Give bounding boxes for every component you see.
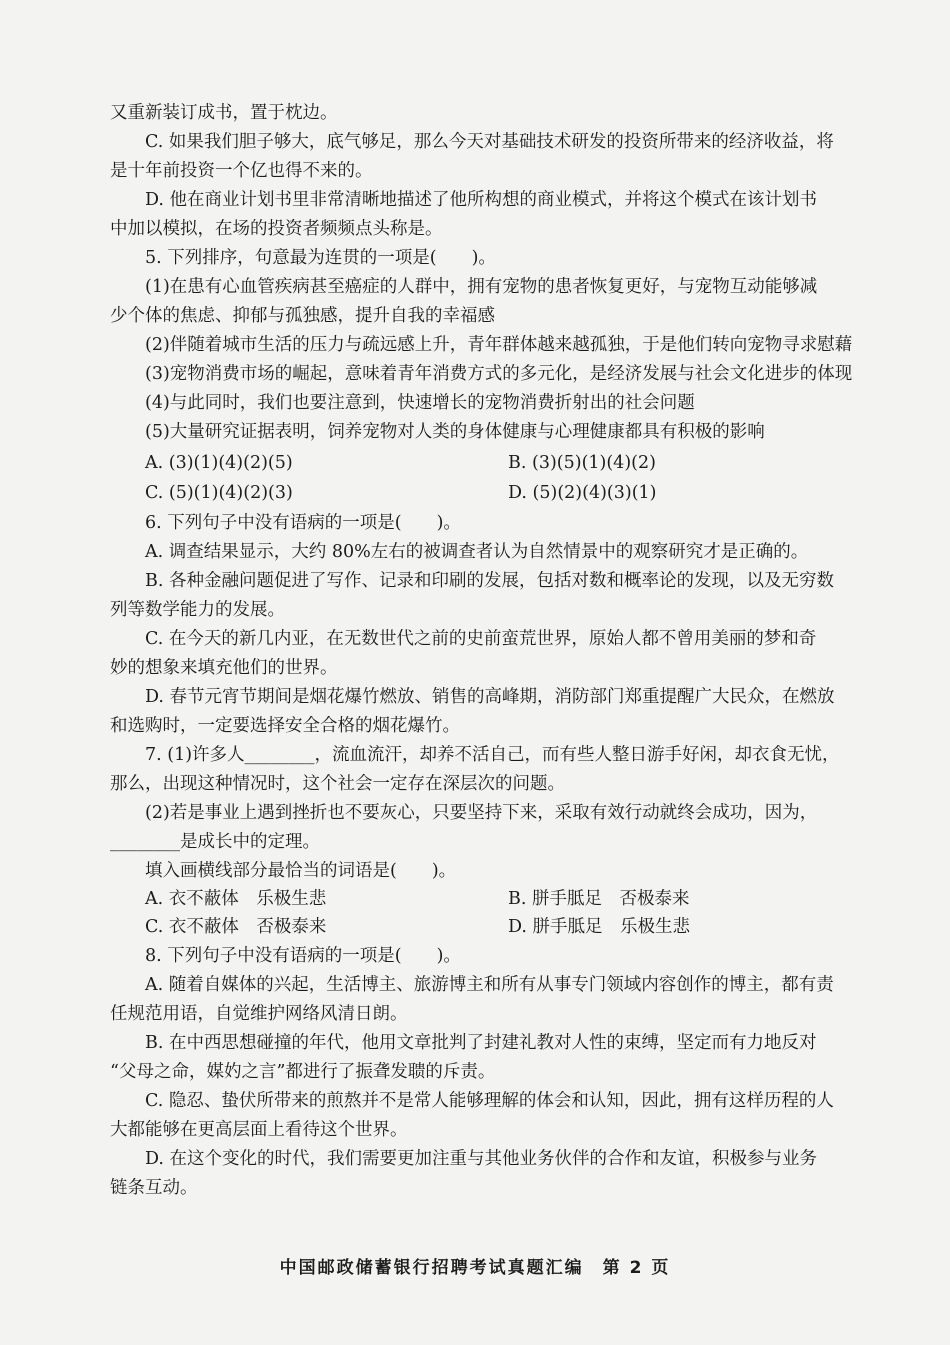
q7-option-a: A. 衣不蔽体 乐极生悲 <box>145 889 327 909</box>
text-line: 和选购时，一定要选择安全合格的烟花爆竹。 <box>110 716 460 736</box>
text-line: 列等数学能力的发展。 <box>110 600 285 620</box>
text-line: 填入画横线部分最恰当的词语是( )。 <box>145 861 457 881</box>
text-line: B. 在中西思想碰撞的年代，他用文章批判了封建礼教对人性的束缚，坚定而有力地反对 <box>145 1033 817 1053</box>
text-line: (2)伴随着城市生活的压力与疏远感上升，青年群体越来越孤独，于是他们转向宠物寻求慰藉 <box>145 335 853 355</box>
text-line: (2)若是事业上遇到挫折也不要灰心，只要坚持下来，采取有效行动就终会成功，因为， <box>145 803 818 823</box>
q5-option-b: B. (3)(5)(1)(4)(2) <box>508 453 656 473</box>
text-line: A. 调查结果显示，大约 80%左右的被调查者认为自然情景中的观察研究才是正确的。 <box>145 542 809 562</box>
text-line: (1)在患有心血管疾病甚至癌症的人群中，拥有宠物的患者恢复更好，与宠物互动能够减 <box>145 277 818 297</box>
text-line: B. 各种金融问题促进了写作、记录和印刷的发展，包括对数和概率论的发现，以及无穷数 <box>145 571 834 591</box>
question-5-stem: 5. 下列排序，句意最为连贯的一项是( )。 <box>145 248 496 268</box>
text-line: “父母之命，媒妁之言”都进行了振聋发聩的斥责。 <box>110 1062 496 1082</box>
question-6-stem: 6. 下列句子中没有语病的一项是( )。 <box>145 513 461 533</box>
text-line: D. 他在商业计划书里非常清晰地描述了他所构想的商业模式，并将这个模式在该计划书 <box>145 190 818 210</box>
q5-option-c: C. (5)(1)(4)(2)(3) <box>145 483 293 503</box>
text-line: 中加以模拟，在场的投资者频频点头称是。 <box>110 219 443 239</box>
q7-option-b: B. 胼手胝足 否极泰来 <box>508 889 690 909</box>
text-line: A. 随着自媒体的兴起，生活博主、旅游博主和所有从事专门领域内容创作的博主，都有责 <box>145 975 834 995</box>
text-line: 任规范用语，自觉维护网络风清日朗。 <box>110 1004 408 1024</box>
text-line: 妙的想象来填充他们的世界。 <box>110 658 338 678</box>
q7-option-d: D. 胼手胝足 乐极生悲 <box>508 917 691 937</box>
q5-option-d: D. (5)(2)(4)(3)(1) <box>508 483 657 503</box>
text-line: 是十年前投资一个亿也得不来的。 <box>110 161 373 181</box>
q7-option-c: C. 衣不蔽体 否极泰来 <box>145 917 327 937</box>
text-line: (5)大量研究证据表明，饲养宠物对人类的身体健康与心理健康都具有积极的影响 <box>145 422 765 442</box>
q5-option-a: A. (3)(1)(4)(2)(5) <box>145 453 293 473</box>
question-8-stem: 8. 下列句子中没有语病的一项是( )。 <box>145 946 461 966</box>
text-line: ________是成长中的定理。 <box>110 832 320 852</box>
text-line: 少个体的焦虑、抑郁与孤独感，提升自我的幸福感 <box>110 306 495 326</box>
text-line: (3)宠物消费市场的崛起，意味着青年消费方式的多元化，是经济发展与社会文化进步的体现 <box>145 364 853 384</box>
text-line: C. 如果我们胆子够大，底气够足，那么今天对基础技术研发的投资所带来的经济收益，将 <box>145 132 834 152</box>
text-line: D. 在这个变化的时代，我们需要更加注重与其他业务伙伴的合作和友谊，积极参与业务 <box>145 1149 818 1169</box>
text-line: D. 春节元宵节期间是烟花爆竹燃放、销售的高峰期，消防部门郑重提醒广大民众，在燃放 <box>145 687 835 707</box>
text-line: 又重新装订成书，置于枕边。 <box>110 103 338 123</box>
page-footer: 中国邮政储蓄银行招聘考试真题汇编 第 2 页 <box>279 1258 671 1278</box>
text-line: 那么，出现这种情况时，这个社会一定存在深层次的问题。 <box>110 774 565 794</box>
question-7-stem: 7. (1)许多人________，流血流汗，却养不活自己，而有些人整日游手好闲，却衣食无忧， <box>145 745 840 765</box>
text-line: 链条互动。 <box>110 1178 198 1198</box>
text-line: (4)与此同时，我们也要注意到，快速增长的宠物消费折射出的社会问题 <box>145 393 695 413</box>
text-line: 大都能够在更高层面上看待这个世界。 <box>110 1120 408 1140</box>
text-line: C. 在今天的新几内亚，在无数世代之前的史前蛮荒世界，原始人都不曾用美丽的梦和奇 <box>145 629 817 649</box>
text-line: C. 隐忍、蛰伏所带来的煎熬并不是常人能够理解的体会和认知，因此，拥有这样历程的人 <box>145 1091 834 1111</box>
